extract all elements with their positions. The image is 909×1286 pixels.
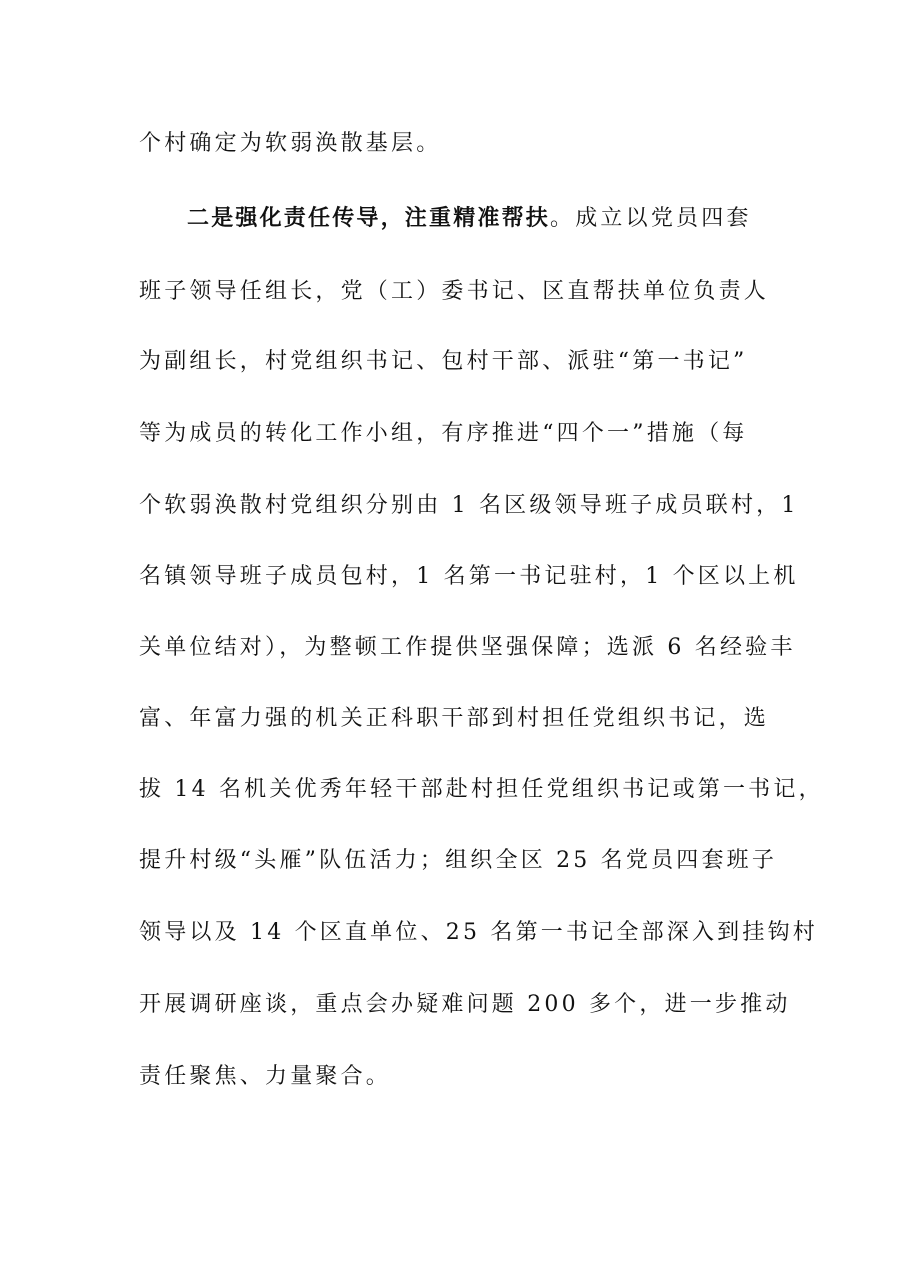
paragraph-line-4: 为副组长，村党组织书记、包村干部、派驻“第一书记” xyxy=(139,349,748,374)
paragraph-line-14: 责任聚焦、力量聚合。 xyxy=(139,1064,392,1089)
paragraph-line-10: 拔 14 名机关优秀年轻干部赴村担任党组织书记或第一书记， xyxy=(139,777,824,802)
paragraph-line-1: 个村确定为软弱涣散基层。 xyxy=(139,131,442,156)
paragraph-line-7: 名镇领导班子成员包村，1 名第一书记驻村，1 个区以上机 xyxy=(139,564,799,589)
paragraph-line-9: 富、年富力强的机关正科职干部到村担任党组织书记，选 xyxy=(139,706,770,731)
section-heading: 二是强化责任传导，注重精准帮扶 xyxy=(187,205,551,231)
section-heading-continuation: 。成立以党员四套 xyxy=(550,206,752,231)
section-heading-line xyxy=(187,203,827,234)
paragraph-line-12: 领导以及 14 个区直单位、25 名第一书记全部深入到挂钩村 xyxy=(139,920,818,945)
paragraph-line-5: 等为成员的转化工作小组，有序推进“四个一”措施（每 xyxy=(139,421,748,446)
paragraph-line-3: 班子领导任组长，党（工）委书记、区直帮扶单位负责人 xyxy=(139,279,770,304)
paragraph-line-6: 个软弱涣散村党组织分别由 1 名区级领导班子成员联村，1 xyxy=(139,493,799,518)
paragraph-line-8: 关单位结对），为整顿工作提供坚强保障；选派 6 名经验丰 xyxy=(139,635,796,660)
paragraph-line-13: 开展调研座谈，重点会办疑难问题 200 多个，进一步推动 xyxy=(139,992,791,1017)
paragraph-line-11: 提升村级“头雁”队伍活力；组织全区 25 名党员四套班子 xyxy=(139,848,778,873)
